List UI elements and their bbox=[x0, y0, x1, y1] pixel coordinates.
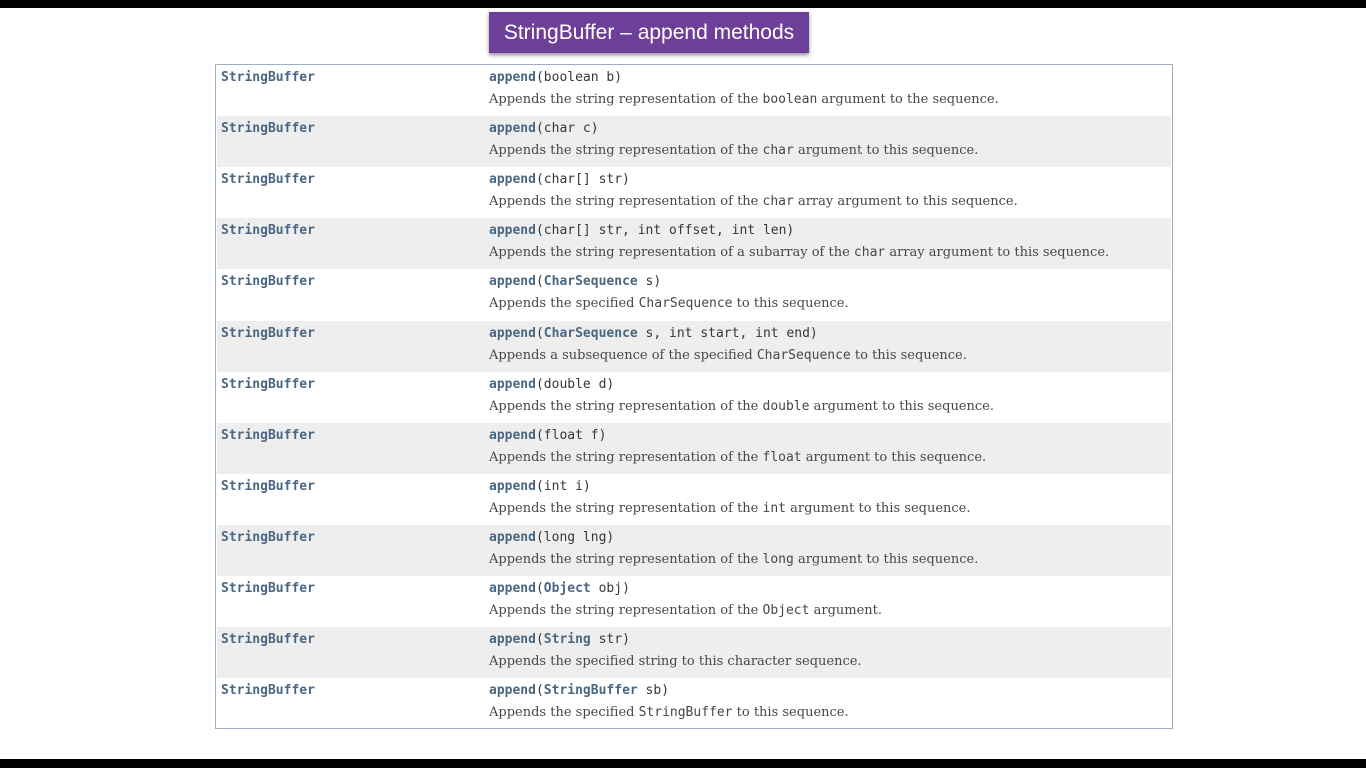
method-description bbox=[489, 654, 862, 669]
method-description bbox=[489, 603, 882, 618]
param-text: ( bbox=[535, 683, 544, 699]
description-text: argument to this sequence. bbox=[793, 143, 979, 159]
description-text: Appends the string representation of the bbox=[489, 194, 763, 210]
method-description bbox=[489, 501, 971, 516]
param-type-link[interactable]: CharSequence bbox=[543, 274, 638, 290]
inline-code: long bbox=[762, 551, 794, 567]
table-row bbox=[217, 269, 1171, 320]
top-letterbox-bar bbox=[0, 0, 1366, 8]
table-row bbox=[217, 372, 1171, 423]
inline-code: CharSequence bbox=[756, 347, 851, 363]
method-description bbox=[489, 245, 1109, 260]
slide-title: StringBuffer – append methods bbox=[489, 12, 809, 53]
method-name-link[interactable]: append bbox=[489, 529, 536, 545]
description-text: to this sequence. bbox=[732, 296, 849, 312]
method-signature bbox=[489, 530, 614, 545]
param-type-link[interactable]: String bbox=[543, 632, 591, 648]
inline-code: char bbox=[762, 143, 794, 159]
bottom-letterbox-bar bbox=[0, 759, 1366, 768]
table-row bbox=[217, 474, 1171, 525]
method-description bbox=[489, 194, 1018, 209]
method-name-link[interactable]: append bbox=[489, 478, 536, 494]
param-text: (float f) bbox=[535, 427, 607, 443]
method-name-link[interactable]: append bbox=[489, 427, 536, 443]
description-text: argument to the sequence. bbox=[817, 92, 999, 107]
method-signature bbox=[489, 632, 630, 647]
param-text: (char[] str) bbox=[535, 172, 630, 188]
param-text: (long lng) bbox=[535, 529, 615, 545]
method-description bbox=[489, 92, 999, 107]
param-type-link[interactable]: StringBuffer bbox=[543, 683, 638, 699]
method-name-link[interactable]: append bbox=[489, 581, 536, 596]
param-text: s, int start, int end) bbox=[637, 325, 818, 341]
method-signature bbox=[489, 683, 669, 698]
method-description bbox=[489, 705, 849, 720]
description-text: Appends the string representation of the bbox=[489, 143, 763, 159]
inline-code: float bbox=[762, 449, 802, 465]
inline-code: double bbox=[762, 398, 810, 414]
inline-code: boolean bbox=[762, 92, 818, 107]
method-name-link[interactable]: append bbox=[489, 223, 536, 239]
table-row bbox=[217, 576, 1171, 627]
table-row bbox=[217, 627, 1171, 678]
param-text: s) bbox=[637, 274, 662, 290]
param-text: (char c) bbox=[535, 121, 599, 137]
return-type-link[interactable]: StringBuffer bbox=[221, 632, 315, 648]
description-text: Appends a subsequence of the specified bbox=[489, 347, 757, 363]
return-type-link[interactable]: StringBuffer bbox=[221, 121, 315, 137]
return-type-link[interactable]: StringBuffer bbox=[221, 172, 315, 188]
method-name-link[interactable]: append bbox=[489, 683, 536, 699]
method-signature bbox=[489, 326, 818, 341]
param-text: sb) bbox=[637, 683, 670, 699]
param-type-link[interactable]: CharSequence bbox=[543, 325, 638, 341]
method-name-link[interactable]: append bbox=[489, 325, 536, 341]
param-text: (int i) bbox=[535, 478, 591, 494]
description-text: Appends the string representation of the bbox=[489, 551, 763, 567]
table-row bbox=[217, 167, 1171, 218]
method-signature bbox=[489, 223, 794, 238]
description-text: Appends the string representation of a subarray of the bbox=[489, 245, 854, 261]
table-row bbox=[217, 65, 1171, 116]
param-text: (double d) bbox=[535, 376, 615, 392]
return-type-link[interactable]: StringBuffer bbox=[221, 478, 315, 494]
param-text: (char[] str, int offset, int len) bbox=[535, 223, 795, 239]
return-type-link[interactable]: StringBuffer bbox=[221, 274, 315, 290]
param-text: str) bbox=[590, 632, 630, 648]
table-row bbox=[217, 116, 1171, 167]
method-name-link[interactable]: append bbox=[489, 376, 536, 392]
method-signature bbox=[489, 377, 614, 392]
method-description bbox=[489, 143, 978, 158]
method-name-link[interactable]: append bbox=[489, 70, 536, 85]
description-text: argument to this sequence. bbox=[809, 398, 994, 414]
inline-code: int bbox=[762, 500, 786, 516]
method-description bbox=[489, 399, 994, 414]
description-text: Appends the specified bbox=[489, 296, 639, 312]
return-type-link[interactable]: StringBuffer bbox=[221, 325, 315, 341]
inline-code: CharSequence bbox=[638, 296, 733, 312]
method-signature bbox=[489, 428, 606, 443]
inline-code: Object bbox=[762, 603, 810, 618]
description-text: Appends the specified bbox=[489, 705, 639, 721]
description-text: to this sequence. bbox=[732, 705, 849, 721]
method-name-link[interactable]: append bbox=[489, 121, 536, 137]
inline-code: char bbox=[762, 194, 794, 210]
return-type-link[interactable]: StringBuffer bbox=[221, 376, 315, 392]
description-text: Appends the string representation of the bbox=[489, 603, 763, 618]
param-text: (boolean b) bbox=[535, 70, 623, 85]
method-name-link[interactable]: append bbox=[489, 274, 536, 290]
method-description bbox=[489, 450, 986, 465]
table-row bbox=[217, 423, 1171, 474]
description-text: Appends the string representation of the bbox=[489, 92, 763, 107]
method-signature bbox=[489, 70, 622, 85]
description-text: to this sequence. bbox=[850, 347, 967, 363]
param-text: ( bbox=[535, 581, 544, 596]
param-text: ( bbox=[535, 632, 544, 648]
description-text: argument to this sequence. bbox=[801, 449, 987, 465]
inline-code: char bbox=[853, 245, 886, 261]
method-name-link[interactable]: append bbox=[489, 632, 536, 648]
description-text: argument. bbox=[809, 603, 883, 618]
method-signature bbox=[489, 581, 630, 596]
description-text: array argument to this sequence. bbox=[885, 245, 1110, 261]
description-text: argument to this sequence. bbox=[793, 551, 979, 567]
method-description bbox=[489, 348, 967, 363]
method-summary-table bbox=[215, 64, 1173, 729]
table-row bbox=[217, 678, 1171, 729]
param-text: ( bbox=[535, 325, 544, 341]
param-text: ( bbox=[535, 274, 544, 290]
method-description bbox=[489, 296, 849, 311]
table-row bbox=[217, 218, 1171, 269]
method-signature bbox=[489, 172, 630, 187]
return-type-link[interactable]: StringBuffer bbox=[221, 683, 315, 699]
return-type-link[interactable]: StringBuffer bbox=[221, 70, 315, 85]
inline-code: StringBuffer bbox=[638, 705, 733, 721]
param-type-link[interactable]: Object bbox=[543, 581, 591, 596]
description-text: argument to this sequence. bbox=[785, 500, 971, 516]
description-text: Appends the string representation of the bbox=[489, 449, 763, 465]
method-name-link[interactable]: append bbox=[489, 172, 536, 188]
table-row bbox=[217, 525, 1171, 576]
description-text: Appends the string representation of the bbox=[489, 500, 763, 516]
table-row bbox=[217, 321, 1171, 372]
description-text: array argument to this sequence. bbox=[793, 194, 1018, 210]
method-description bbox=[489, 552, 978, 567]
description-text: Appends the string representation of the bbox=[489, 398, 763, 414]
method-signature bbox=[489, 274, 661, 289]
return-type-link[interactable]: StringBuffer bbox=[221, 529, 315, 545]
return-type-link[interactable]: StringBuffer bbox=[221, 223, 315, 239]
param-text: obj) bbox=[590, 581, 630, 596]
method-signature bbox=[489, 121, 599, 136]
method-signature bbox=[489, 479, 591, 494]
return-type-link[interactable]: StringBuffer bbox=[221, 427, 315, 443]
description-text: Appends the specified string to this character sequence. bbox=[489, 654, 862, 670]
return-type-link[interactable]: StringBuffer bbox=[221, 581, 315, 596]
